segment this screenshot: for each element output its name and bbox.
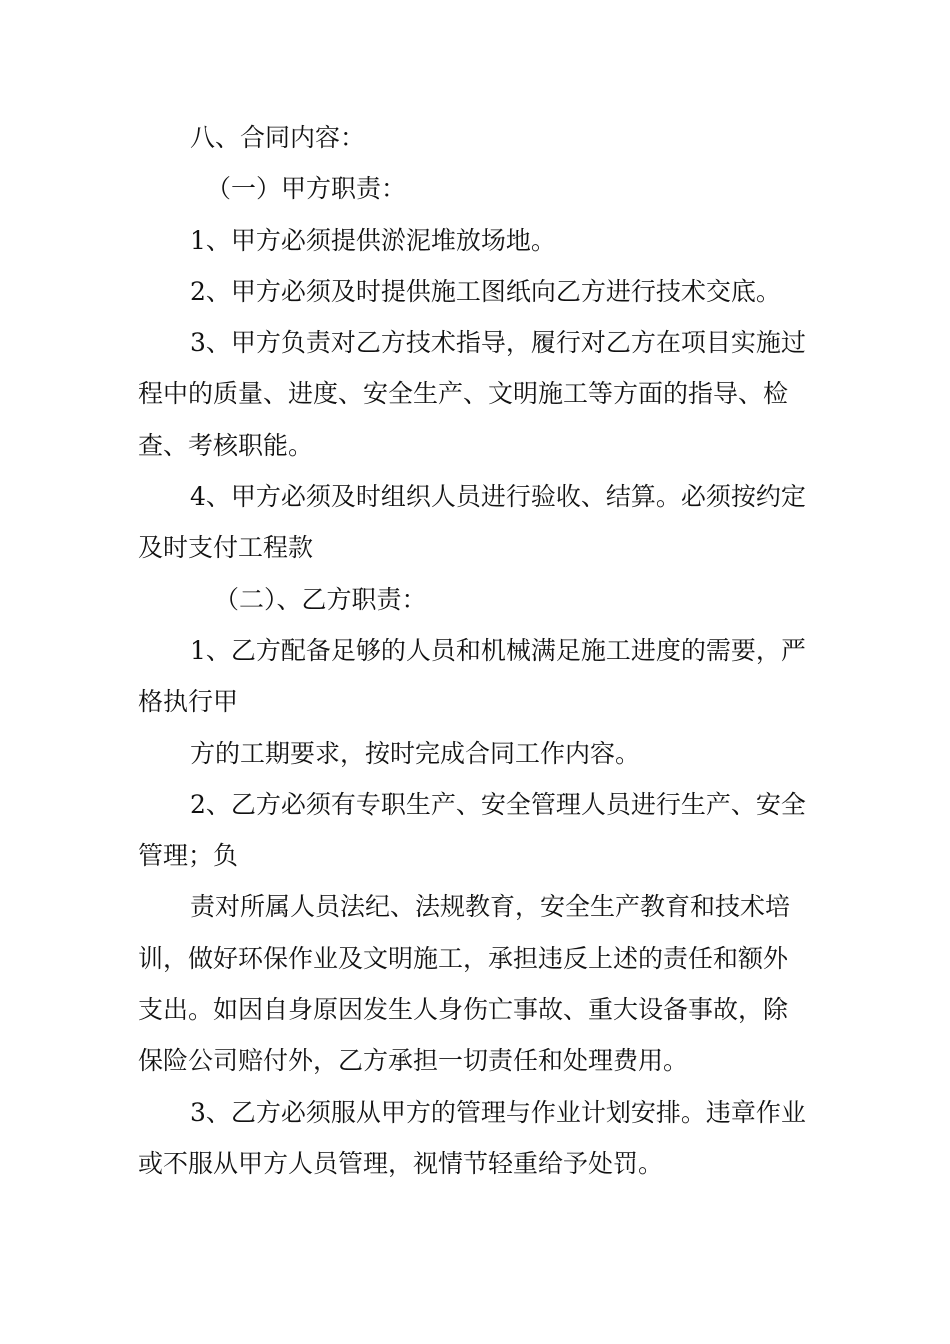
text-line: 格执行甲	[138, 687, 239, 717]
contract-text	[138, 112, 838, 1189]
text-line: 3、甲方负责对乙方技术指导，履行对乙方在项目实施过	[190, 328, 806, 358]
text-line: 支出。如因自身原因发生人身伤亡事故、重大设备事故，除	[138, 995, 789, 1025]
text-line: 1、甲方必须提供淤泥堆放场地。	[190, 225, 556, 255]
text-line: 查、考核职能。	[138, 430, 314, 460]
text-line: 训，做好环保作业及文明施工，承担违反上述的责任和额外	[138, 943, 789, 973]
section-heading-contract-content: 八、合同内容：	[190, 123, 366, 152]
text-line: 3、乙方必须服从甲方的管理与作业计划安排。违章作业	[190, 1097, 806, 1127]
text-line: 2、甲方必须及时提供施工图纸向乙方进行技术交底。	[190, 276, 781, 306]
text-line: 管理；负	[138, 841, 239, 871]
text-line: 程中的质量、进度、安全生产、文明施工等方面的指导、检	[138, 379, 789, 409]
subsection-heading-party-b: （二）、乙方职责：	[214, 584, 427, 614]
text-line: 保险公司赔付外，乙方承担一切责任和处理费用。	[138, 1046, 689, 1076]
text-line: 责对所属人员法纪、法规教育，安全生产教育和技术培	[190, 892, 791, 922]
text-line: 4、甲方必须及时组织人员进行验收、结算。必须按约定	[190, 482, 806, 512]
subsection-heading-party-a: （一）甲方职责：	[206, 174, 407, 204]
text-line: 及时支付工程款	[138, 533, 314, 563]
text-line: 1、乙方配备足够的人员和机械满足施工进度的需要，严	[190, 635, 806, 665]
text-line: 或不服从甲方人员管理，视情节轻重给予处罚。	[138, 1148, 664, 1178]
text-line: 2、乙方必须有专职生产、安全管理人员进行生产、安全	[190, 789, 806, 819]
text-line: 方的工期要求，按时完成合同工作内容。	[190, 738, 641, 768]
